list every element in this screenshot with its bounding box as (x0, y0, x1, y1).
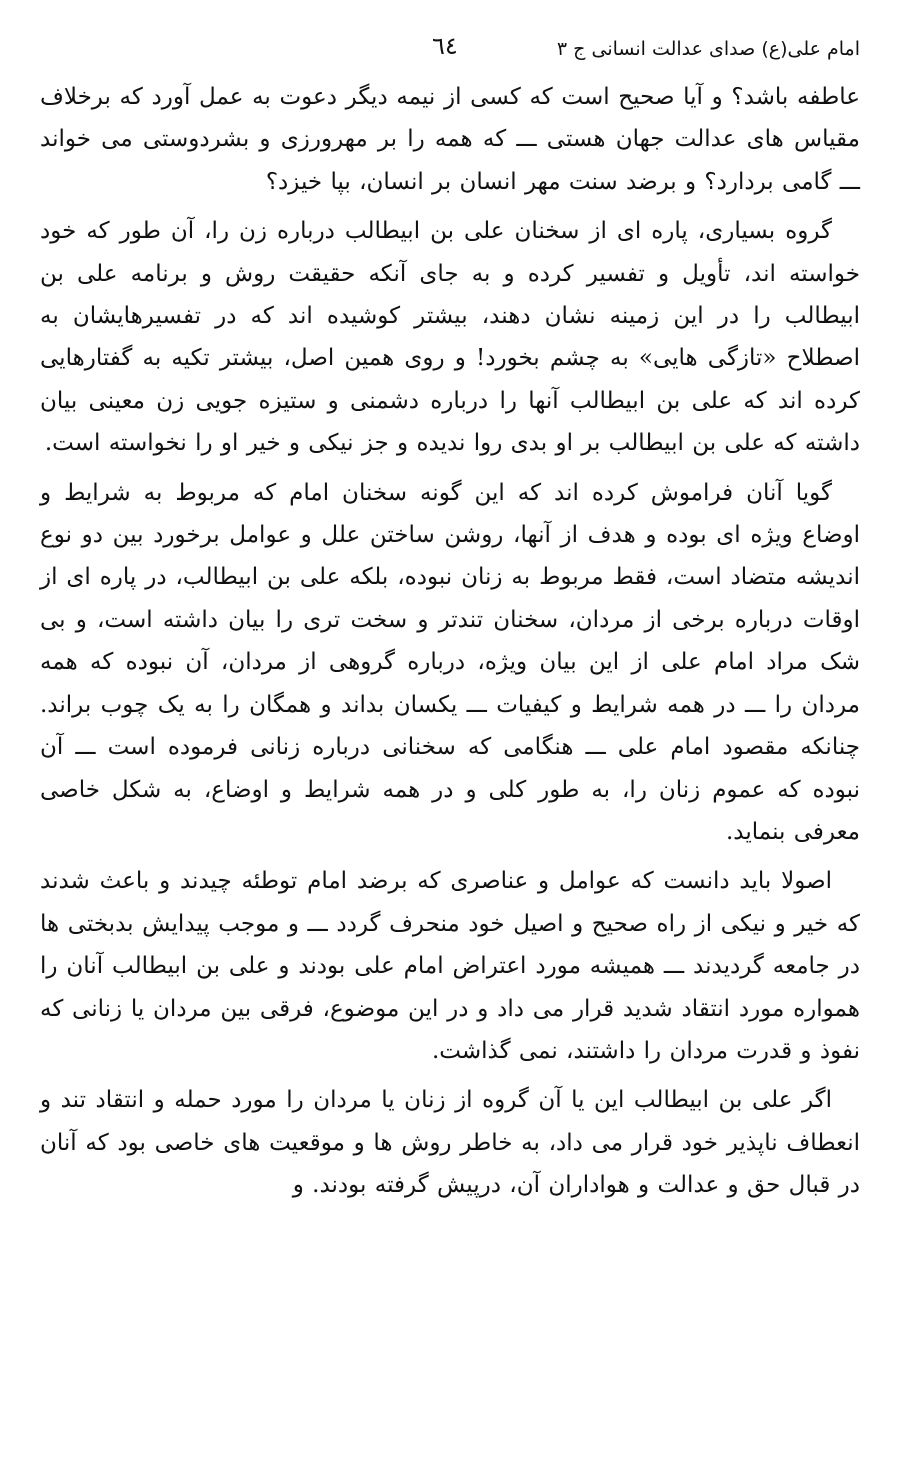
paragraph-3: گویا آنان فراموش کرده اند که این گونه سخنان امام که مربوط به شرایط و اوضاع ویژه ای بوده و هدف از آنها، روشن ساختن علل و عوامل برخورد بین دو نوع اندیشه متضاد است، فقط مربوط به زنان نبوده، بلکه علی بن ابیطالب، در پاره ای از اوقات درباره برخی از مردان، سخنان تندتر و سخت تری را بیان داشته است، و بی شک مراد امام علی از این بیان ویژه، درباره گروهی از مردان، آن نبوده که همه مردان را ـــ در همه شرایط و کیفیات ـــ یکسان بداند و همگان را به یک چوب براند. چنانکه مقصود امام علی ـــ هنگامی که سخنانی درباره زنانی فرموده است ـــ آن نبوده که عموم زنان را، به طور کلی و در همه شرایط و اوضاع، به شکل خاصی معرفی بنماید. (40, 479, 860, 845)
paragraph-1: عاطفه باشد؟ و آیا صحیح است که کسی از نیمه دیگر دعوت به عمل آورد که برخلاف مقیاس های عدالت جهان هستی ـــ که همه را بر مهرورزی و بشردوستی می خواند ـــ گامی بردارد؟ و برضد سنت مهر انسان بر انسان، بپا خیزد؟ (40, 84, 860, 195)
paragraph-4: اصولا باید دانست که عوامل و عناصری که برضد امام توطئه چیدند و باعث شدند که خیر و نیکی از راه صحیح و اصیل خود منحرف گردد ـــ و موجب پیدایش بدبختی ها در جامعه گردیدند ـــ همیشه مورد اعتراض امام علی بودند و علی بن ابیطالب آنان را همواره مورد انتقاد شدید قرار می داد و در این موضوع، فرقی بین مردان یا زنانی که نفوذ و قدرت مردان را داشتند، نمی گذاشت. (40, 868, 860, 1064)
book-title-header: امام علی(ع) صدای عدالت انسانی ج ٣ (556, 38, 860, 60)
page-number: ٦٤ (432, 32, 458, 60)
book-page (40, 28, 860, 1458)
body-text (40, 76, 860, 1207)
page-header (40, 28, 860, 74)
paragraph-5: اگر علی بن ابیطالب این یا آن گروه از زنان یا مردان را مورد حمله و انتقاد تند و انعطاف ناپذیر خود قرار می داد، به خاطر روش ها و موقعیت های خاصی بود که آنان در قبال حق و عدالت و هواداران آن، درپیش گرفته بودند. و (40, 1087, 860, 1199)
paragraph-2: گروه بسیاری، پاره ای از سخنان علی بن ابیطالب درباره زن را، آن طور که خود خواسته اند، تأویل و تفسیر کرده و به جای آنکه حقیقت روش و برنامه علی بن ابیطالب را در این زمینه نشان دهند، بیشتر کوشیده اند که در تفسیرهایشان به اصطلاح «تازگی هایی» به چشم بخورد! و روی همین اصل، بیشتر تکیه به گفتارهایی کرده اند که علی بن ابیطالب آنها را درباره دشمنی و ستیزه جویی زن معینی بیان داشته که علی بن ابیطالب بر او بدی روا ندیده و جز نیکی و خیر او را نخواسته است. (40, 218, 860, 457)
